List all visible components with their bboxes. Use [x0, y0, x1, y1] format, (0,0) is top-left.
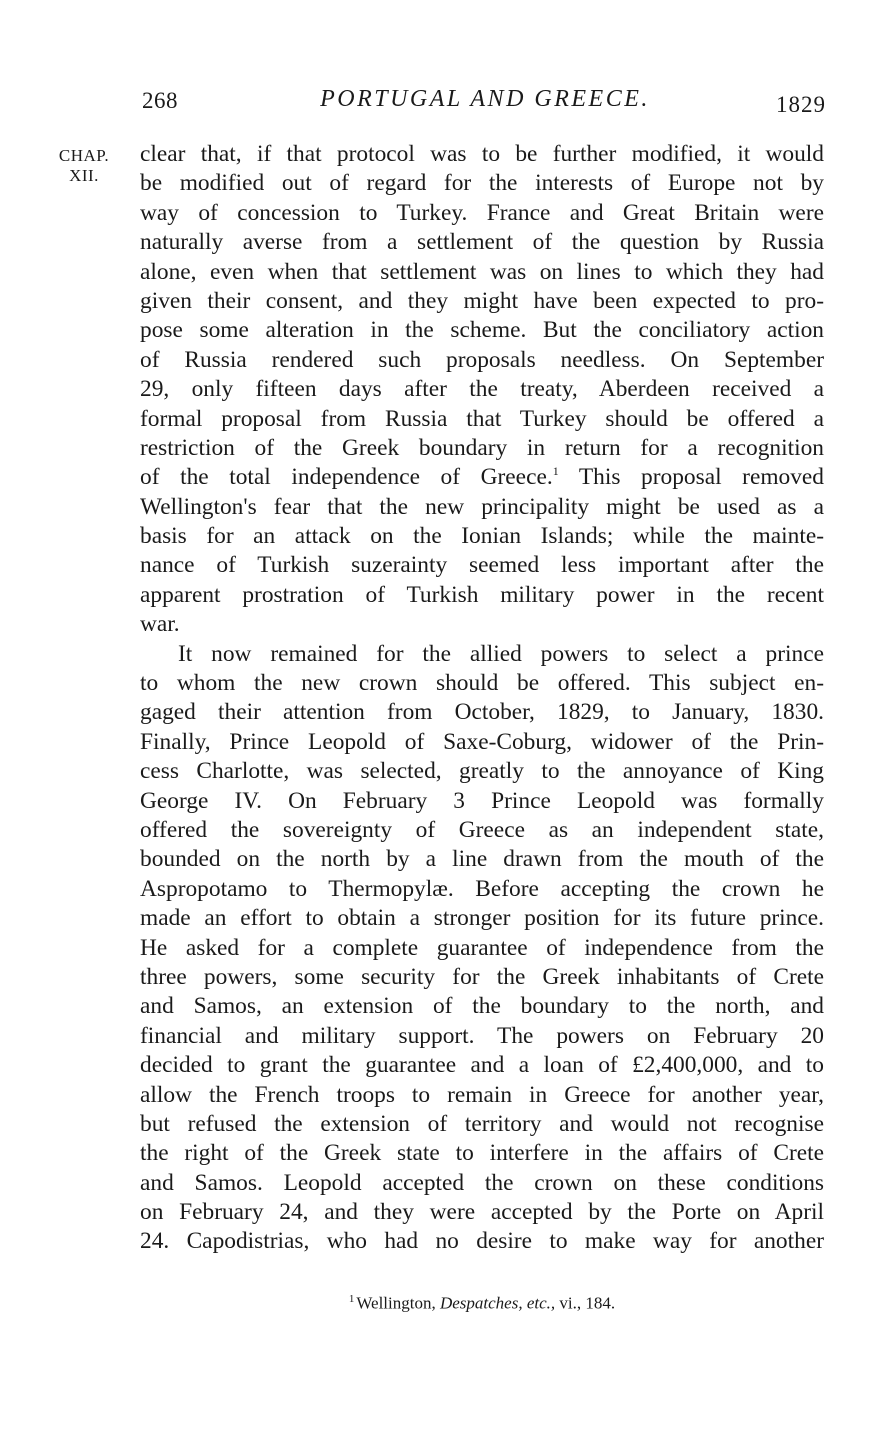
- text-line: gaged their attention from October, 1829, to January, 1830.: [140, 699, 824, 726]
- text-line: George IV. On February 3 Prince Leopold was formally: [140, 787, 824, 814]
- text-line: made an effort to obtain a stronger position for its future prince.: [140, 905, 824, 932]
- text-line: war.: [140, 611, 180, 638]
- text-line: given their consent, and they might have been expected to pro-: [140, 287, 824, 314]
- text-line: Wellington's fear that the new principality might be used as a: [140, 493, 824, 520]
- text-line: Finally, Prince Leopold of Saxe-Coburg, widower of the Prin-: [140, 728, 824, 755]
- footnote-author: Wellington,: [356, 1293, 436, 1313]
- text-line: Aspropotamo to Thermopylæ. Before accepting the crown he: [140, 875, 824, 902]
- text-line: naturally averse from a settlement of the question by Russia: [140, 229, 824, 256]
- text-line: and Samos. Leopold accepted the crown on these conditions: [140, 1169, 824, 1196]
- text-line: He asked for a complete guarantee of independence from the: [140, 934, 824, 961]
- footnote-mark: 1: [348, 1293, 355, 1305]
- text-line: but refused the extension of territory and would not recognise: [140, 1110, 824, 1137]
- text-line: decided to grant the guarantee and a loan of £2,400,000, and to: [140, 1052, 824, 1079]
- text-line: cess Charlotte, was selected, greatly to the annoyance of King: [140, 758, 824, 785]
- text-line: 24. Capodistrias, who had no desire to make way for another: [140, 1228, 824, 1255]
- text-line: It now remained for the allied powers to select a prince: [178, 640, 824, 667]
- text-line: and Samos, an extension of the boundary to the north, and: [140, 993, 824, 1020]
- chapter-side-note: [44, 146, 124, 186]
- footnote: [140, 1293, 824, 1314]
- body-text: [140, 140, 824, 1257]
- text-line: three powers, some security for the Greek inhabitants of Crete: [140, 963, 824, 990]
- text-line: financial and military support. The powers on February 20: [140, 1022, 824, 1049]
- text-line: on February 24, and they were accepted by the Porte on April: [140, 1199, 824, 1226]
- text-segment: of the total independence of Greece.: [140, 464, 553, 491]
- text-line: be modified out of regard for the interests of Europe not by: [140, 170, 824, 197]
- footnote-title: Despatches, etc.,: [439, 1293, 556, 1313]
- text-line: basis for an attack on the Ionian Islands; while the mainte-: [140, 523, 824, 550]
- text-line: alone, even when that settlement was on lines to which they had: [140, 258, 824, 285]
- text-line: pose some alteration in the scheme. But the conciliatory action: [140, 317, 824, 344]
- text-line: way of concession to Turkey. France and Great Britain were: [140, 199, 824, 226]
- text-line: formal proposal from Russia that Turkey should be offered a: [140, 405, 824, 432]
- text-line: 29, only fifteen days after the treaty, Aberdeen received a: [140, 376, 824, 403]
- chapter-label: CHAP.: [58, 146, 110, 165]
- footnote-reference[interactable]: 1: [552, 464, 559, 479]
- text-line-with-footnote-ref: [140, 463, 824, 492]
- text-line: the right of the Greek state to interfere in the affairs of Crete: [140, 1140, 824, 1167]
- footnote-ref: vi., 184.: [559, 1293, 616, 1313]
- text-line: apparent prostration of Turkish military power in the recent: [140, 581, 824, 608]
- text-line: of Russia rendered such proposals needless. On September: [140, 346, 824, 373]
- text-line: restriction of the Greek boundary in return for a recognition: [140, 434, 824, 461]
- header-year: 1829: [776, 92, 826, 117]
- page-number: 268: [142, 88, 178, 113]
- text-line: nance of Turkish suzerainty seemed less important after the: [140, 552, 824, 579]
- text-line: offered the sovereignty of Greece as an independent state,: [140, 816, 824, 843]
- text-line: clear that, if that protocol was to be further modified, it would: [140, 141, 824, 167]
- text-line: allow the French troops to remain in Greece for another year,: [140, 1081, 824, 1108]
- text-line: bounded on the north by a line drawn from the mouth of the: [140, 846, 824, 873]
- text-line: to whom the new crown should be offered. This subject en-: [140, 670, 824, 697]
- running-title: PORTUGAL AND GREECE.: [320, 86, 650, 112]
- page-header: [140, 84, 830, 124]
- chapter-number: XII.: [69, 166, 99, 185]
- text-segment: This proposal removed: [578, 464, 824, 491]
